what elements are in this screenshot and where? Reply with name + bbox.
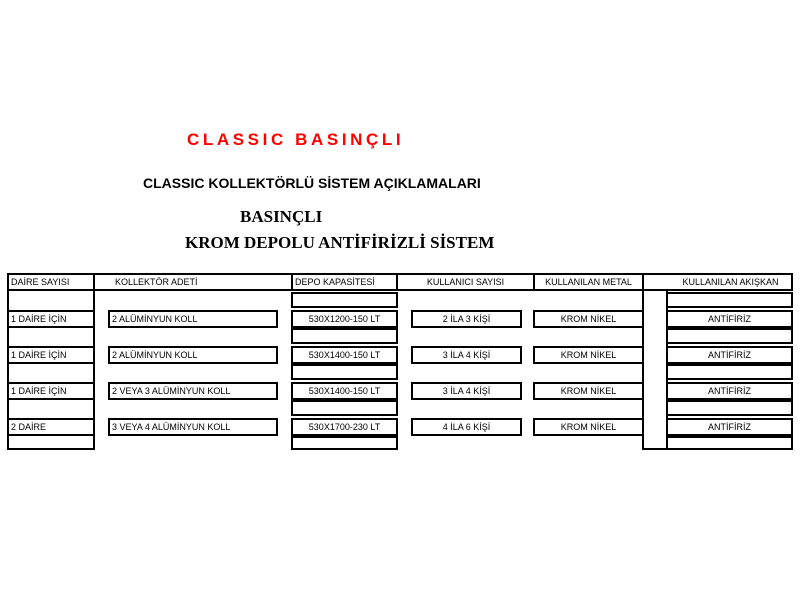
blank-cell <box>666 436 793 450</box>
blank-cell <box>291 328 398 344</box>
table-row-1-kullanici: 2 İLA 3 KİŞİ <box>411 310 522 328</box>
blank-cell <box>666 292 793 308</box>
blank-cell <box>666 328 793 344</box>
table-row-4-daire: 2 DAİRE <box>7 418 95 436</box>
table-row-3-kullanici: 3 İLA 4 KİŞİ <box>411 382 522 400</box>
header-kullanici-sayisi: KULLANICI SAYISI <box>396 273 535 291</box>
header-kullanilan-akiskan: KULLANILAN AKIŞKAN <box>642 273 793 291</box>
table-row-3-metal: KROM NİKEL <box>533 382 644 400</box>
table-row-3-akiskan: ANTİFİRİZ <box>666 382 793 400</box>
blank-cell <box>291 364 398 380</box>
table-row-3-depo: 530X1400-150 LT <box>291 382 398 400</box>
document-subtitle: CLASSIC KOLLEKTÖRLÜ SİSTEM AÇIKLAMALARI <box>143 175 481 191</box>
document-title: CLASSIC BASINÇLI <box>187 130 405 149</box>
table-row-1-kollektor: 2 ALÜMİNYUN KOLL <box>108 310 278 328</box>
header-daire-sayisi: DAİRE SAYISI <box>7 273 95 291</box>
header-kullanilan-metal: KULLANILAN METAL <box>533 273 644 291</box>
table-row-4-akiskan: ANTİFİRİZ <box>666 418 793 436</box>
blank-cell <box>291 436 398 450</box>
table-row-4-kullanici: 4 İLA 6 KİŞİ <box>411 418 522 436</box>
blank-cell <box>666 364 793 380</box>
header-depo-kapasitesi: DEPO KAPASİTESİ <box>291 273 398 291</box>
table-row-4-metal: KROM NİKEL <box>533 418 644 436</box>
table-row-2-daire: 1 DAİRE İÇİN <box>7 346 95 364</box>
blank-cell <box>291 292 398 308</box>
table-row-2-akiskan: ANTİFİRİZ <box>666 346 793 364</box>
table-row-1-metal: KROM NİKEL <box>533 310 644 328</box>
table-row-3-daire: 1 DAİRE İÇİN <box>7 382 95 400</box>
section-heading-line-1: BASINÇLI <box>240 207 323 226</box>
column-strip-spacer <box>642 289 668 450</box>
blank-cell <box>291 400 398 416</box>
table-row-2-kollektor: 2 ALÜMİNYUN KOLL <box>108 346 278 364</box>
header-kollektor-adeti: KOLLEKTÖR ADETİ <box>93 273 293 291</box>
table-row-4-depo: 530X1700-230 LT <box>291 418 398 436</box>
table-row-1-akiskan: ANTİFİRİZ <box>666 310 793 328</box>
section-heading-line-2: KROM DEPOLU ANTİFİRİZLİ SİSTEM <box>185 233 495 252</box>
table-row-1-daire: 1 DAİRE İÇİN <box>7 310 95 328</box>
blank-cell <box>666 400 793 416</box>
table-row-4-kollektor: 3 VEYA 4 ALÜMİNYUN KOLL <box>108 418 278 436</box>
table-row-2-depo: 530X1400-150 LT <box>291 346 398 364</box>
table-row-2-metal: KROM NİKEL <box>533 346 644 364</box>
table-row-3-kollektor: 2 VEYA 3 ALÜMİNYUN KOLL <box>108 382 278 400</box>
table-row-2-kullanici: 3 İLA 4 KİŞİ <box>411 346 522 364</box>
table-row-1-depo: 530X1200-150 LT <box>291 310 398 328</box>
